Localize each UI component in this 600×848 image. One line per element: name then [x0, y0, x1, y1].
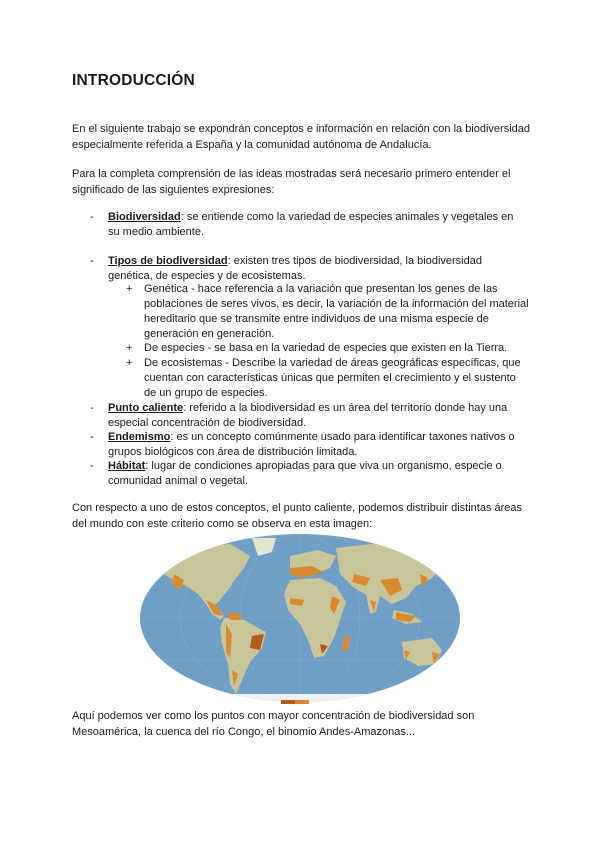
term-label: Punto caliente: [108, 402, 184, 414]
sub-item-text: De especies - se basa en la variedad de especies que existen en la Tierra.: [144, 342, 508, 354]
term-label: Hábitat: [108, 460, 146, 472]
world-map-image: [140, 534, 460, 702]
sub-marker: +: [126, 342, 133, 354]
sub-marker: +: [126, 357, 133, 369]
intro-paragraph: En el siguiente trabajo se expondrán conceptos e información en relación con la biodiversidad especialmente referida a España y la comunidad autónoma de Andalucía.: [72, 123, 531, 151]
comprehension-paragraph: Para la completa comprensión de las ideas mostradas será necesario primero entender el significado de las siguientes expresiones:: [72, 168, 511, 196]
term-definition: : lugar de condiciones apropiadas para que viva un organismo, especie o comunidad animal o vegetal.: [108, 460, 502, 487]
page-title: INTRODUCCIÓN: [72, 72, 195, 89]
new-zealand: [446, 666, 452, 678]
list-marker: -: [90, 255, 94, 267]
term-definition: : se entiende como la variedad de especies animales y vegetales en su medio ambiente.: [108, 211, 514, 238]
list-marker: -: [90, 431, 94, 443]
list-marker: -: [90, 460, 94, 472]
map-caption: Aquí podemos ver como los puntos con mayor concentración de biodiversidad son Mesoamérica, la cuenca del río Congo, el binomio Andes-Amazonas...: [72, 710, 475, 738]
term-definition: : es un concepto comúnmente usado para identificar taxones nativos o grupos biológicos con área de distribución limitada.: [108, 431, 515, 458]
sub-item-text: De ecosistemas - Describe la variedad de áreas geográficas específicas, que cuentan con características únicas que permiten el crecimiento y el sustento de un grupo de especies.: [144, 357, 521, 399]
term-label: Tipos de biodiversidad: [108, 255, 228, 267]
term-label: Endemismo: [108, 431, 171, 443]
term-definition: : existen tres tipos de biodiversidad, la biodiversidad genética, de especies y de ecosistemas.: [108, 255, 482, 282]
hotspot-paragraph: Con respecto a uno de estos conceptos, el punto caliente, podemos distribuir distintas áreas del mundo con este criterio como se observa en esta imagen:: [72, 502, 523, 530]
legend-swatch-dark: [281, 700, 295, 704]
list-marker: -: [90, 211, 94, 223]
legend-swatch-light: [295, 700, 309, 704]
map-legend: [281, 700, 341, 706]
sub-marker: +: [126, 283, 133, 295]
world-map-svg: [140, 534, 460, 702]
list-marker: -: [90, 402, 94, 414]
term-label: Biodiversidad: [108, 211, 181, 223]
sub-item-text: Genética - hace referencia a la variación que presentan los genes de las poblaciones de seres vivos, es decir, la variación de la información del material hereditario que se transmite entre individuos de una misma especie de generación en generación.: [144, 283, 529, 340]
term-definition: : referido a la biodiversidad es un área del territorio donde hay una especial concentración de biodiversidad.: [108, 402, 508, 429]
